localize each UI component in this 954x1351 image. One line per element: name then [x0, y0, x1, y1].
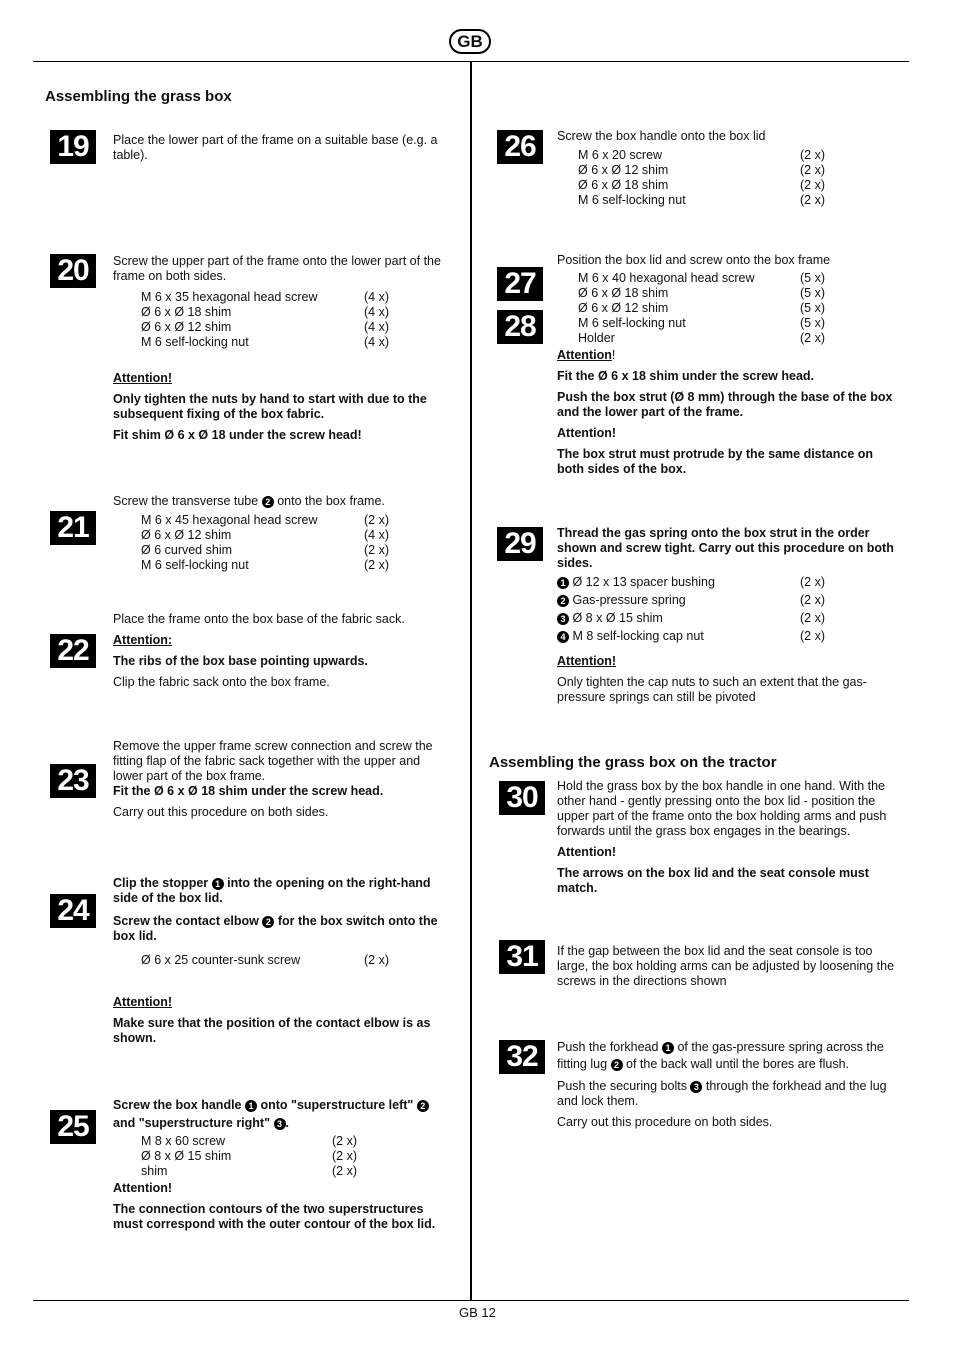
instruction-part: and "superstructure right" — [113, 1116, 271, 1130]
part-qty: (2 x) — [364, 558, 389, 572]
parts-row — [141, 528, 401, 543]
part-qty: (4 x) — [364, 305, 389, 319]
part-name: M 8 x 60 screw — [141, 1134, 226, 1148]
part-name: Ø 6 x Ø 12 shim — [141, 320, 232, 334]
part-name: M 6 self-locking nut — [578, 316, 686, 330]
instruction-part: for the box switch onto the box lid. — [113, 914, 438, 943]
instruction-part: into the opening on the right-hand side of the box lid. — [113, 876, 431, 905]
part-name: Ø 8 x Ø 15 shim — [572, 611, 663, 625]
step-number-30: 30 — [499, 781, 545, 815]
parts-row — [578, 178, 838, 193]
step-number-19: 19 — [50, 130, 96, 164]
warning-text: Fit the Ø 6 x Ø 18 shim under the screw head. — [113, 784, 384, 798]
parts-row — [141, 543, 401, 558]
step-number-20: 20 — [50, 254, 96, 288]
parts-row — [557, 629, 847, 647]
step-25-text — [113, 1096, 453, 1132]
page-number: GB 12 — [459, 1305, 496, 1320]
attention-label — [557, 348, 897, 363]
step-number-25: 25 — [50, 1110, 96, 1144]
marker-4-icon: 4 — [557, 631, 569, 643]
parts-row — [141, 290, 401, 305]
step-29-notes — [557, 654, 897, 705]
parts-row — [141, 558, 401, 573]
part-name: M 6 self-locking nut — [141, 558, 249, 572]
marker-1-icon: 1 — [245, 1100, 257, 1112]
step-number-28: 28 — [497, 310, 543, 344]
warning-text: Only tighten the nuts by hand to start with due to the subsequent fixing of the box fabric. — [113, 392, 427, 421]
step-20-text — [113, 254, 453, 284]
section-title-grass-box: Assembling the grass box — [45, 88, 232, 105]
step-31-text — [557, 944, 897, 989]
part-name: Ø 6 x Ø 12 shim — [578, 163, 669, 177]
step-21-text — [113, 494, 453, 509]
part-name: M 6 self-locking nut — [578, 193, 686, 207]
warning-text: Make sure that the position of the contact elbow is as shown. — [113, 1016, 431, 1045]
step-27-instruction: Position the box lid and screw onto the box frame — [557, 253, 831, 267]
step-23-instruction: Remove the upper frame screw connection and screw the fitting flap of the fabric sack together with the upper and lower part of the box frame. — [113, 739, 433, 783]
marker-3-icon: 3 — [557, 613, 569, 625]
parts-row — [557, 575, 847, 593]
step-32-text — [557, 1039, 897, 1130]
part-qty: (2 x) — [364, 513, 389, 527]
parts-row — [578, 148, 838, 163]
parts-row — [578, 316, 838, 331]
marker-1-icon: 1 — [662, 1042, 674, 1054]
parts-row — [557, 593, 847, 611]
attention-label: Attention: — [113, 633, 173, 647]
parts-row — [578, 193, 838, 208]
part-name: M 6 x 35 hexagonal head screw — [141, 290, 318, 304]
part-qty: (5 x) — [800, 286, 825, 300]
marker-2-icon: 2 — [262, 916, 274, 928]
step-32-instruction-1 — [557, 1039, 897, 1073]
part-qty: (2 x) — [800, 193, 825, 207]
step-22-instruction-2: Clip the fabric sack onto the box frame. — [113, 675, 330, 689]
parts-row — [141, 320, 401, 335]
marker-3-icon: 3 — [274, 1118, 286, 1130]
instruction-part: onto the box frame. — [277, 494, 385, 508]
parts-row — [557, 611, 847, 629]
part-qty: (4 x) — [364, 290, 389, 304]
step-24-notes — [113, 995, 453, 1046]
step-22-text — [113, 612, 453, 690]
step-22-instruction: Place the frame onto the box base of the fabric sack. — [113, 612, 405, 626]
part-qty: (2 x) — [800, 148, 825, 162]
part-name: Ø 6 x Ø 12 shim — [578, 301, 669, 315]
step-number-32: 32 — [499, 1040, 545, 1074]
attention-label: Attention! — [557, 426, 617, 440]
instruction-part: of the back wall until the bores are flush. — [626, 1057, 850, 1071]
marker-1-icon: 1 — [557, 577, 569, 589]
attention-mark: ! — [611, 348, 616, 362]
step-29-note-text: Only tighten the cap nuts to such an extent that the gas-pressure springs can still be pivoted — [557, 675, 867, 704]
step-29-text — [557, 526, 897, 571]
part-qty: (5 x) — [800, 316, 825, 330]
part-name: Ø 12 x 13 spacer bushing — [572, 575, 715, 589]
instruction-part: through the forkhead and the lug and lock them. — [557, 1079, 887, 1108]
column-divider — [470, 61, 472, 1301]
step-27-text — [557, 253, 897, 268]
instruction-part: Clip the stopper — [113, 876, 209, 890]
parts-row — [141, 953, 401, 968]
step-24-text — [113, 876, 453, 944]
warning-text: The connection contours of the two superstructures must correspond with the outer contour of the box lid. — [113, 1202, 436, 1231]
part-qty: (2 x) — [800, 575, 825, 589]
warning-text: The box strut must protrude by the same distance on both sides of the box. — [557, 447, 874, 476]
bottom-rule — [33, 1300, 909, 1301]
warning-text: Push the box strut (Ø 8 mm) through the base of the box and the lower part of the frame. — [557, 390, 893, 419]
parts-row — [578, 286, 838, 301]
instruction-part: Screw the box handle — [113, 1098, 242, 1112]
instruction-part: onto "superstructure left" — [260, 1098, 414, 1112]
part-name: Ø 6 x Ø 12 shim — [141, 528, 232, 542]
instruction-part: of the gas-pressure spring across the fitting lug — [557, 1040, 884, 1071]
part-qty: (2 x) — [364, 543, 389, 557]
step-25-parts-list — [141, 1134, 401, 1179]
step-24-instruction-1 — [113, 876, 453, 906]
parts-row — [141, 1149, 401, 1164]
step-19-text — [113, 133, 453, 163]
part-qty: (2 x) — [332, 1149, 357, 1163]
step-number-31: 31 — [499, 940, 545, 974]
part-qty: (2 x) — [332, 1164, 357, 1178]
part-name: M 6 x 20 screw — [578, 148, 663, 162]
step-26-instruction: Screw the box handle onto the box lid — [557, 129, 766, 143]
part-name: Ø 6 x 25 counter-sunk screw — [141, 953, 301, 967]
part-name: Ø 6 x Ø 18 shim — [578, 286, 669, 300]
parts-row — [578, 271, 838, 286]
attention-word: Attention — [557, 348, 612, 362]
marker-1-icon: 1 — [212, 878, 224, 890]
parts-row — [141, 305, 401, 320]
step-24-instruction-2 — [113, 914, 453, 944]
instruction-part: Screw the contact elbow — [113, 914, 259, 928]
part-qty: (2 x) — [800, 331, 825, 345]
step-23-text — [113, 739, 453, 820]
parts-row — [141, 335, 401, 350]
step-number-27: 27 — [497, 267, 543, 301]
step-29-parts-list — [557, 575, 847, 647]
warning-text: The arrows on the box lid and the seat console must match. — [557, 866, 869, 895]
step-32-instruction-3: Carry out this procedure on both sides. — [557, 1115, 773, 1129]
part-name: M 6 x 45 hexagonal head screw — [141, 513, 318, 527]
marker-2-icon: 2 — [557, 595, 569, 607]
part-qty: (2 x) — [800, 163, 825, 177]
marker-2-icon: 2 — [262, 496, 274, 508]
part-name: Ø 6 x Ø 18 shim — [141, 305, 232, 319]
step-number-22: 22 — [50, 634, 96, 668]
step-31-instruction: If the gap between the box lid and the seat console is too large, the box holding arms can be adjusted by loosening the screws in the directions shown — [557, 944, 895, 988]
part-name: Ø 8 x Ø 15 shim — [141, 1149, 232, 1163]
part-qty: (4 x) — [364, 320, 389, 334]
part-name: M 6 self-locking nut — [141, 335, 249, 349]
warning-text: Fit the Ø 6 x 18 shim under the screw head. — [557, 369, 815, 383]
step-number-23: 23 — [50, 764, 96, 798]
step-20-parts-list — [141, 290, 401, 350]
language-badge: GB — [449, 29, 491, 54]
step-number-26: 26 — [497, 130, 543, 164]
parts-row — [141, 513, 401, 528]
parts-row — [578, 301, 838, 316]
attention-label: Attention! — [557, 654, 617, 668]
part-name: Holder — [578, 331, 615, 345]
parts-row — [141, 1134, 401, 1149]
warning-text: The ribs of the box base pointing upwards. — [113, 654, 368, 668]
part-qty: (5 x) — [800, 301, 825, 315]
part-qty: (2 x) — [800, 593, 825, 607]
part-name: Ø 6 x Ø 18 shim — [578, 178, 669, 192]
step-19-instruction: Place the lower part of the frame on a suitable base (e.g. a table). — [113, 133, 438, 162]
step-25-instruction — [113, 1096, 453, 1132]
step-32-instruction-2 — [557, 1079, 897, 1109]
step-23-instruction-2: Carry out this procedure on both sides. — [113, 805, 329, 819]
part-qty: (5 x) — [800, 271, 825, 285]
attention-label: Attention! — [113, 371, 173, 385]
marker-2-icon: 2 — [417, 1100, 429, 1112]
step-21-instruction — [113, 494, 453, 509]
step-number-21: 21 — [50, 511, 96, 545]
instruction-part: Push the securing bolts — [557, 1079, 687, 1093]
step-26-text — [557, 129, 897, 144]
step-number-29: 29 — [497, 527, 543, 561]
section-title-tractor: Assembling the grass box on the tractor — [489, 754, 777, 771]
instruction-part: Screw the transverse tube — [113, 494, 259, 508]
instruction-part: . — [285, 1116, 289, 1130]
parts-row — [141, 1164, 401, 1179]
step-25-notes — [113, 1181, 453, 1232]
step-30-instruction: Hold the grass box by the box handle in one hand. With the other hand - gently pressing onto the box lid - position the upper part of the frame onto the box holding arms and push forwards until the grass box engages in the bearings. — [557, 779, 887, 838]
step-21-parts-list — [141, 513, 401, 573]
instruction-part: Push the forkhead — [557, 1040, 659, 1054]
part-name: Gas-pressure spring — [572, 593, 686, 607]
part-name: M 6 x 40 hexagonal head screw — [578, 271, 755, 285]
attention-label: Attention! — [557, 845, 617, 859]
part-qty: (2 x) — [364, 953, 389, 967]
part-qty: (2 x) — [800, 611, 825, 625]
part-qty: (4 x) — [364, 528, 389, 542]
part-qty: (2 x) — [800, 178, 825, 192]
marker-3-icon: 3 — [690, 1081, 702, 1093]
warning-text: Fit shim Ø 6 x Ø 18 under the screw head! — [113, 428, 362, 442]
step-20-notes — [113, 371, 453, 443]
parts-row — [578, 163, 838, 178]
step-20-instruction: Screw the upper part of the frame onto the lower part of the frame on both sides. — [113, 254, 441, 283]
step-26-parts-list — [578, 148, 838, 208]
step-number-24: 24 — [50, 894, 96, 928]
step-27-notes — [557, 348, 897, 477]
part-qty: (4 x) — [364, 335, 389, 349]
step-30-text — [557, 779, 897, 896]
marker-2-icon: 2 — [611, 1059, 623, 1071]
part-name: Ø 6 curved shim — [141, 543, 233, 557]
step-24-parts-list — [141, 953, 401, 968]
parts-row — [578, 331, 838, 346]
step-27-parts-list — [578, 271, 838, 346]
attention-label: Attention! — [113, 995, 173, 1009]
part-qty: (2 x) — [332, 1134, 357, 1148]
attention-label: Attention! — [113, 1181, 173, 1195]
part-name: M 8 self-locking cap nut — [572, 629, 704, 643]
step-29-instruction: Thread the gas spring onto the box strut in the order shown and screw tight. Carry out this procedure on both sides. — [557, 526, 894, 570]
part-qty: (2 x) — [800, 629, 825, 643]
part-name: shim — [141, 1164, 168, 1178]
